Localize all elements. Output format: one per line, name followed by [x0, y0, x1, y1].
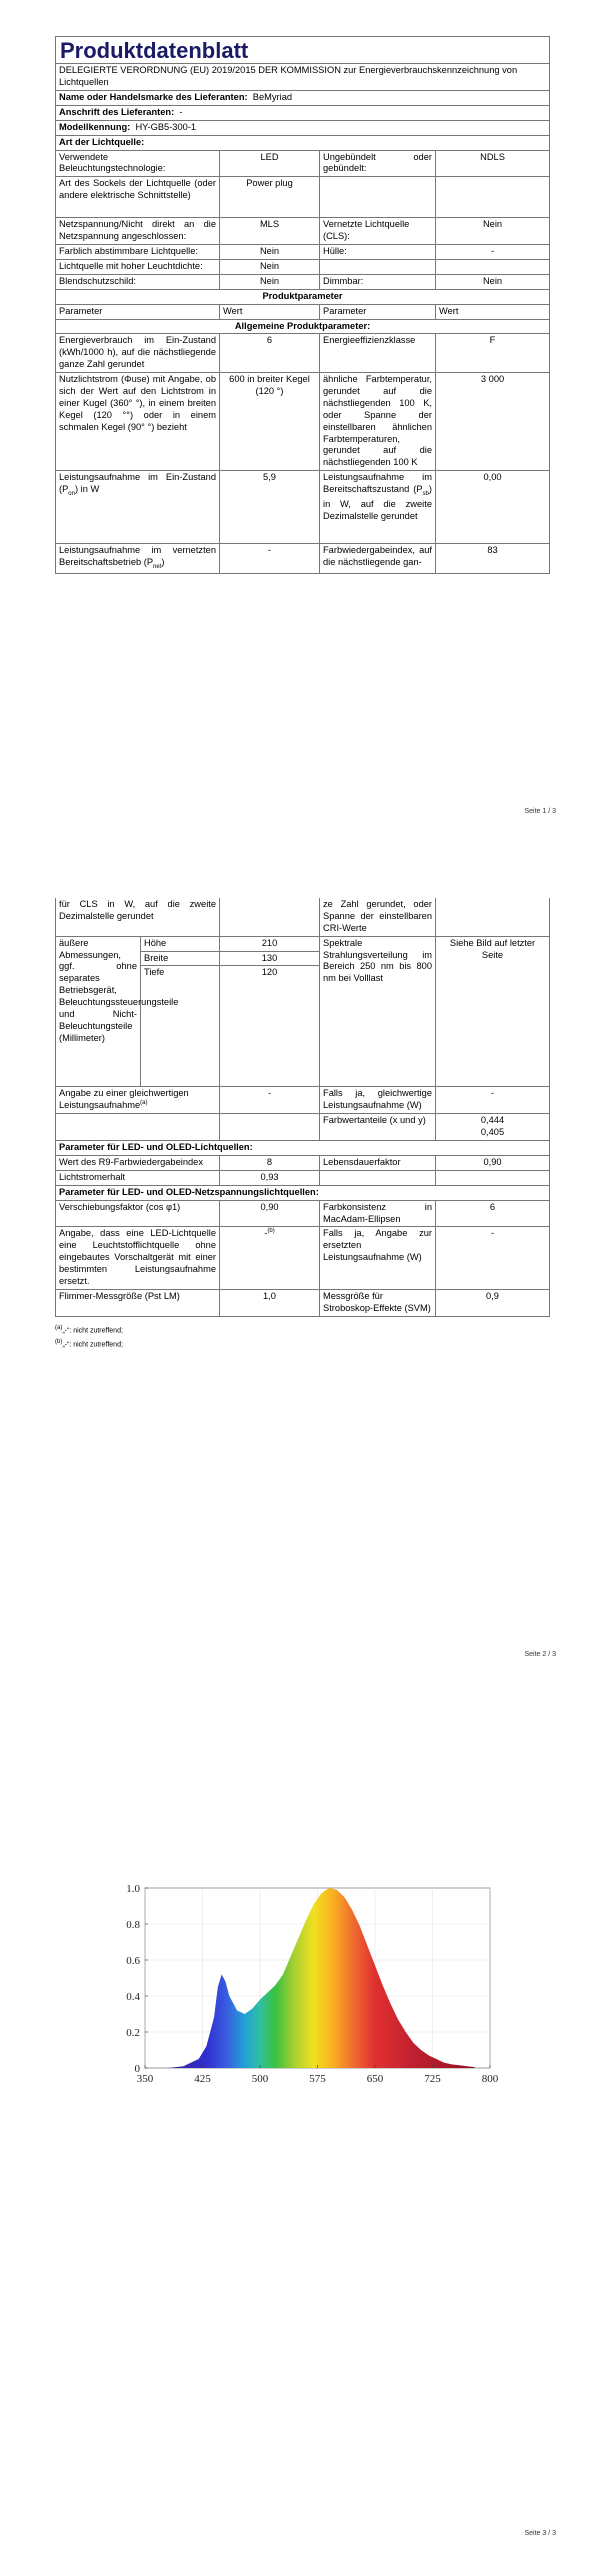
param-label: Verschiebungsfaktor (cos φ1): [56, 1200, 220, 1227]
param-value: 3 000: [436, 373, 550, 471]
x-tick-label: 800: [481, 2073, 499, 2085]
type-value: Nein: [220, 259, 320, 274]
y-tick-label: 0.2: [126, 2027, 140, 2039]
param-label: Energieverbrauch im Ein-Zustand (kWh/1000 h), auf die nächstliegende ganze Zahl gerundet: [56, 334, 220, 373]
light-type-header: Art der Lichtquelle:: [56, 135, 550, 150]
param-label: ze Zahl gerundet, oder Spanne der einstellbaren CRI-Werte: [320, 898, 436, 936]
regulation-reference: DELEGIERTE VERORDNUNG (EU) 2019/2015 DER KOMMISSION zur Energieverbrauchskennzeichnung von Lichtquellen: [56, 64, 550, 91]
param-label: Nutzlichtstrom (Φuse) mit Angabe, ob sich der Wert auf den Lichtstrom in einer Kugel (360° °), in einem breiten Kegel (120 °°) oder in einem schmalen Kegel (90° °) bezieht: [56, 373, 220, 471]
x-tick-label: 575: [309, 2073, 326, 2085]
x-tick-label: 500: [251, 2073, 269, 2085]
param-label: Falls ja, Angabe zur ersetzten Leistungsaufnahme (W): [320, 1227, 436, 1289]
led-params-header: Parameter für LED- und OLED-Lichtquellen:: [56, 1141, 550, 1156]
page-number: Seite 2 / 3: [524, 1651, 556, 1658]
param-value: 0,00: [436, 471, 550, 544]
param-value: 5,9: [220, 471, 320, 544]
type-label: Verwendete Beleuchtungstechnologie:: [56, 150, 220, 177]
param-label: Leistungsaufnahme im vernetzten Bereitschaftsbetrieb $(P_{net})$: [56, 544, 220, 573]
y-tick-label: 0.8: [126, 1919, 140, 1931]
param-row: [56, 334, 550, 373]
document-title: Produktdatenblatt: [56, 37, 550, 64]
param-value: 0,93: [220, 1170, 320, 1185]
chromaticity-row: [56, 1114, 550, 1141]
param-label: Lichtstromerhalt: [56, 1170, 220, 1185]
type-value: -: [436, 245, 550, 260]
model-value: HY-GB5-300-1: [135, 121, 197, 132]
equivalent-power-value: -: [436, 1087, 550, 1114]
param-value: 6: [436, 1200, 550, 1227]
dimension-name: Tiefe: [141, 966, 220, 1087]
param-value: -: [436, 1227, 550, 1289]
param-label: Wert des R9-Farbwiedergabeindex: [56, 1156, 220, 1171]
param-value: 0,9: [436, 1289, 550, 1316]
param-label: Flimmer-Messgröße (Pst LM): [56, 1289, 220, 1316]
type-label: Farblich abstimmbare Lichtquelle:: [56, 245, 220, 260]
type-row: [56, 274, 550, 289]
page-2: [0, 880, 603, 1680]
dimension-name: Breite: [141, 951, 220, 966]
column-header-value: Wert: [220, 304, 320, 319]
param-value: 0,90: [436, 1156, 550, 1171]
type-value: Nein: [220, 245, 320, 260]
dimensions-label: äußere Abmessungen, ggf. ohne separates Betriebsgerät, Beleuchtungssteuerungsteile und Nicht-Beleuchtungsteile (Millimeter): [56, 936, 141, 1087]
footnote-a: $^{(a)}$„-“: nicht zutreffend;: [55, 1324, 123, 1335]
param-label: für CLS in W, auf die zweite Dezimalstelle gerundet: [56, 898, 220, 936]
column-header-row: [56, 304, 550, 319]
type-label: [320, 259, 436, 274]
spectral-label: Spektrale Strahlungsverteilung im Bereich 250 nm bis 800 nm bei Volllast: [320, 936, 436, 1087]
dimensions-row: [56, 936, 550, 951]
param-label: Leistungsaufnahme im Bereitschaftszustand $(P_{sb})$ in W, auf die zweite Dezimalstelle gerundet: [320, 471, 436, 544]
column-header-value: Wert: [436, 304, 550, 319]
param-row: [56, 544, 550, 573]
supplier-row: [56, 90, 550, 105]
param-row: [56, 1200, 550, 1227]
param-label: Farbwiedergabeindex, auf die nächstliegende gan-: [320, 544, 436, 573]
model-label: Modellkennung:: [59, 121, 131, 132]
column-header-parameter: Parameter: [320, 304, 436, 319]
param-value: 0,90: [220, 1200, 320, 1227]
chromaticity-label: Farbwertanteile (x und y): [320, 1114, 436, 1141]
type-label: Lichtquelle mit hoher Leuchtdichte:: [56, 259, 220, 274]
type-value: [436, 177, 550, 218]
type-label: Ungebündelt oder gebündelt:: [320, 150, 436, 177]
supplier-label: Name oder Handelsmarke des Lieferanten:: [59, 91, 248, 102]
type-value: LED: [220, 150, 320, 177]
spectral-value: Siehe Bild auf letzter Seite: [436, 936, 550, 1087]
type-value: MLS: [220, 218, 320, 245]
y-tick-label: 1.0: [126, 1883, 140, 1895]
equivalent-row: [56, 1087, 550, 1114]
type-row: [56, 150, 550, 177]
page-1: [0, 0, 603, 830]
continued-row: [56, 898, 550, 936]
type-label: Netzspannung/Nicht direkt an die Netzspannung angeschlossen:: [56, 218, 220, 245]
dimension-value: 130: [220, 951, 320, 966]
type-row: [56, 177, 550, 218]
type-label: Hülle:: [320, 245, 436, 260]
page-number: Seite 3 / 3: [524, 2530, 556, 2537]
param-row: [56, 1289, 550, 1316]
param-value: 600 in breiter Kegel (120 °): [220, 373, 320, 471]
y-tick-label: 0.6: [126, 1955, 140, 1967]
page-3: [0, 1700, 603, 2560]
x-tick-label: 425: [194, 2073, 211, 2085]
x-tick-label: 350: [136, 2073, 154, 2085]
equivalent-value: -: [220, 1087, 320, 1114]
x-tick-label: 725: [424, 2073, 441, 2085]
type-value: NDLS: [436, 150, 550, 177]
x-tick-label: 650: [366, 2073, 384, 2085]
equivalent-label: Angabe zu einer gleichwertigen Leistungsaufnahme$^{(a)}$: [56, 1087, 220, 1114]
dimension-value: 120: [220, 966, 320, 1087]
param-label: Energieeffizienzklasse: [320, 334, 436, 373]
type-value: [436, 259, 550, 274]
type-label: Dimmbar:: [320, 274, 436, 289]
y-tick-label: 0: [134, 2063, 140, 2075]
type-row: [56, 259, 550, 274]
address-label: Anschrift des Lieferanten:: [59, 106, 175, 117]
param-label: Leistungsaufnahme im Ein-Zustand $(P_{on})$ in W: [56, 471, 220, 544]
param-value: -: [220, 544, 320, 573]
chromaticity-value: 0,444 0,405: [436, 1114, 550, 1141]
type-label: Blendschutzschild:: [56, 274, 220, 289]
dimension-name: Höhe: [141, 936, 220, 951]
param-row: [56, 1227, 550, 1289]
mains-params-header: Parameter für LED- und OLED-Netzspannungslichtquellen:: [56, 1185, 550, 1200]
type-row: [56, 245, 550, 260]
param-row: [56, 1170, 550, 1185]
type-row: [56, 218, 550, 245]
equivalent-power-label: Falls ja, gleichwertige Leistungsaufnahme (W): [320, 1087, 436, 1114]
type-value: Power plug: [220, 177, 320, 218]
y-tick-label: 0.4: [126, 1991, 140, 2003]
type-label: Art des Sockels der Lichtquelle (oder andere elektrische Schnittstelle): [56, 177, 220, 218]
datasheet-table-page-1: [55, 36, 549, 574]
param-value: -$^{(b)}$: [220, 1227, 320, 1289]
footnotes: [55, 1323, 549, 1351]
param-row: [56, 471, 550, 544]
product-params-header: Produktparameter: [56, 289, 550, 304]
param-row: [56, 373, 550, 471]
type-label: Vernetzte Lichtquelle (CLS):: [320, 218, 436, 245]
type-value: Nein: [436, 218, 550, 245]
param-label: Lebensdauerfaktor: [320, 1156, 436, 1171]
page-number: Seite 1 / 3: [524, 808, 556, 815]
type-value: Nein: [220, 274, 320, 289]
param-value: 1,0: [220, 1289, 320, 1316]
param-label: ähnliche Farbtemperatur, gerundet auf die nächstliegenden 100 K, oder Spanne der einstellbaren ähnlichen Farbtemperaturen, gerundet auf die nächstliegenden 100 K: [320, 373, 436, 471]
address-row: [56, 105, 550, 120]
param-value: 6: [220, 334, 320, 373]
param-label: Farbkonsistenz in MacAdam-Ellipsen: [320, 1200, 436, 1227]
type-label: [320, 177, 436, 218]
param-label: Angabe, dass eine LED-Lichtquelle eine Leuchtstofflichtquelle ohne eingebautes Vorschaltgerät mit einer bestimmten Leistungsaufnahme ersetzt.: [56, 1227, 220, 1289]
spectral-distribution-chart: [105, 1880, 500, 2105]
model-row: [56, 120, 550, 135]
general-params-header: Allgemeine Produktparameter:: [56, 319, 550, 334]
datasheet-table-page-2: [55, 898, 549, 1351]
dimension-value: 210: [220, 936, 320, 951]
supplier-value: BeMyriad: [252, 91, 293, 102]
param-row: [56, 1156, 550, 1171]
footnote-b: $^{(b)}$„-“: nicht zutreffend;: [55, 1338, 123, 1349]
param-value: 8: [220, 1156, 320, 1171]
address-value: -: [179, 106, 183, 117]
param-value: F: [436, 334, 550, 373]
type-value: Nein: [436, 274, 550, 289]
param-label: Messgröße für Stroboskop-Effekte (SVM): [320, 1289, 436, 1316]
column-header-parameter: Parameter: [56, 304, 220, 319]
param-value: 83: [436, 544, 550, 573]
